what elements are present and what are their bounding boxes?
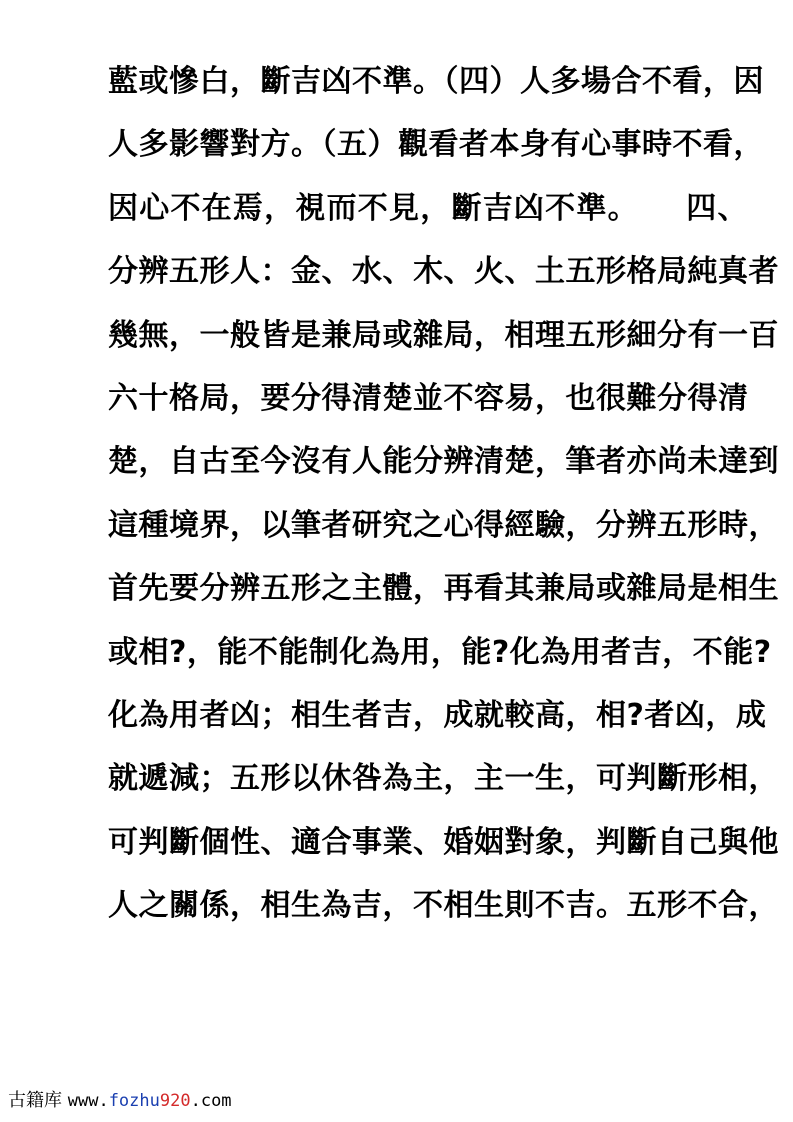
footer-watermark (8, 1089, 232, 1113)
footer-url-suffix: .com (190, 1091, 232, 1111)
text-line-13: 可判斷個性、適合事業、婚姻對象，判斷自己與他 (108, 824, 779, 860)
text-line-3: 因心不在焉，視而不見，斷吉凶不準。 四、 (108, 190, 748, 226)
text-line-10: 或相?，能不能制化為用，能?化為用者吉，不能? (108, 634, 772, 670)
footer-url-brand: fozhu (108, 1091, 160, 1111)
text-line-8: 這種境界，以筆者研究之心得經驗，分辨五形時， (108, 507, 779, 543)
text-line-14: 人之關係，相生為吉，不相生則不吉。五形不合， (108, 888, 779, 924)
footer-site-name: 古籍库 (8, 1090, 62, 1111)
text-line-2: 人多影響對方。（五）觀看者本身有心事時不看， (108, 127, 764, 163)
text-line-7: 楚，自古至今沒有人能分辨清楚，筆者亦尚未達到 (108, 444, 779, 480)
text-line-12: 就遞減；五形以休咎為主，主一生，可判斷形相， (108, 761, 779, 797)
text-line-6: 六十格局，要分得清楚並不容易，也很難分得清 (108, 380, 749, 416)
text-line-9: 首先要分辨五形之主體，再看其兼局或雜局是相生 (108, 571, 779, 607)
footer-url-prefix: www. (67, 1091, 109, 1111)
document-body (108, 50, 779, 937)
footer-url-number: 920 (159, 1091, 191, 1111)
text-line-5: 幾無，一般皆是兼局或雜局，相理五形細分有一百 (108, 317, 779, 353)
text-line-1: 藍或慘白，斷吉凶不準。（四）人多場合不看，因 (108, 64, 764, 99)
text-line-4: 分辨五形人：金、水、木、火、土五形格局純真者 (108, 254, 779, 290)
footer-url[interactable] (68, 1091, 232, 1111)
text-line-11: 化為用者凶；相生者吉，成就較高，相?者凶，成 (108, 697, 767, 733)
